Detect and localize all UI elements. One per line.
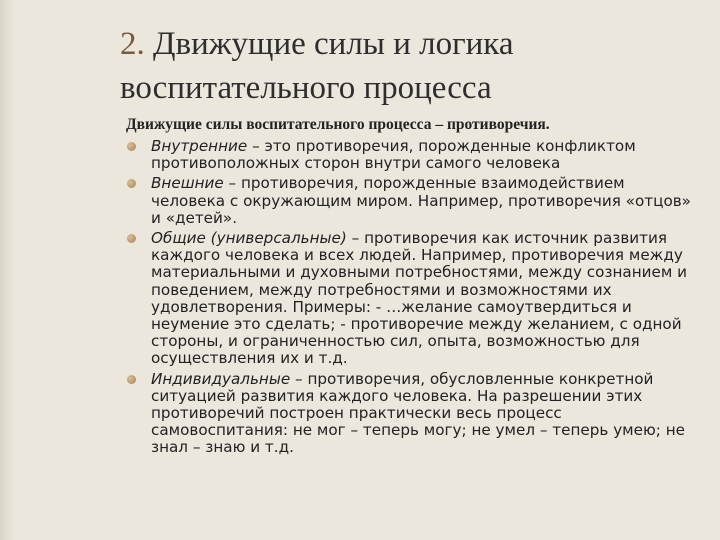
title-line-2: воспитательного процесса [120,70,492,106]
item-text: – это противоречия, порожденные конфликтом противоположных сторон внутри самого человека [151,137,636,173]
slide-body [126,116,696,460]
slide-title [120,22,700,110]
item-text: – противоречия, порожденные взаимодействием человека с окружающим миром. Например, противоречия «отцов» и «детей». [151,174,691,227]
slide-edge-shadow [0,0,14,540]
list-item-individual [126,371,696,457]
bullet-list [126,138,696,457]
bullet-icon [127,142,136,151]
bullet-icon [127,375,136,384]
list-item-internal [126,138,696,172]
lead-statement: Движущие силы воспитательного процесса – противоречия. [126,116,550,133]
bullet-icon [127,179,136,188]
item-term: Внутренние [151,137,248,155]
item-term: Индивидуальные [151,369,291,388]
list-item-general [126,230,696,368]
item-term: Внешние [151,174,224,193]
title-number: 2. [120,26,145,62]
item-text: – противоречия, обусловленные конкретной ситуацией развития каждого человека. На разрешении этих противоречий построен практически весь процесс самовоспитания: не мог – теперь могу; не умел – теперь умею; не знал – знаю и т.д. [151,369,685,457]
bullet-icon [127,234,136,243]
title-line-1: Движущие силы и логика [153,26,514,62]
item-text: – противоречия как источник развития каждого человека и всех людей. Например, противоречия между материальными и духовными потребностями, между сознанием и поведением, между потребностями и возможностями их удовлетворения. Примеры: - …желание самоутвердиться и неумение это сделать; - противоречие между желанием, с одной стороны, и ограниченностью сил, опыта, возможностью для осуществления их и т.д. [151,229,688,368]
item-term: Общие (универсальные) [151,229,347,248]
list-item-external [126,175,696,227]
